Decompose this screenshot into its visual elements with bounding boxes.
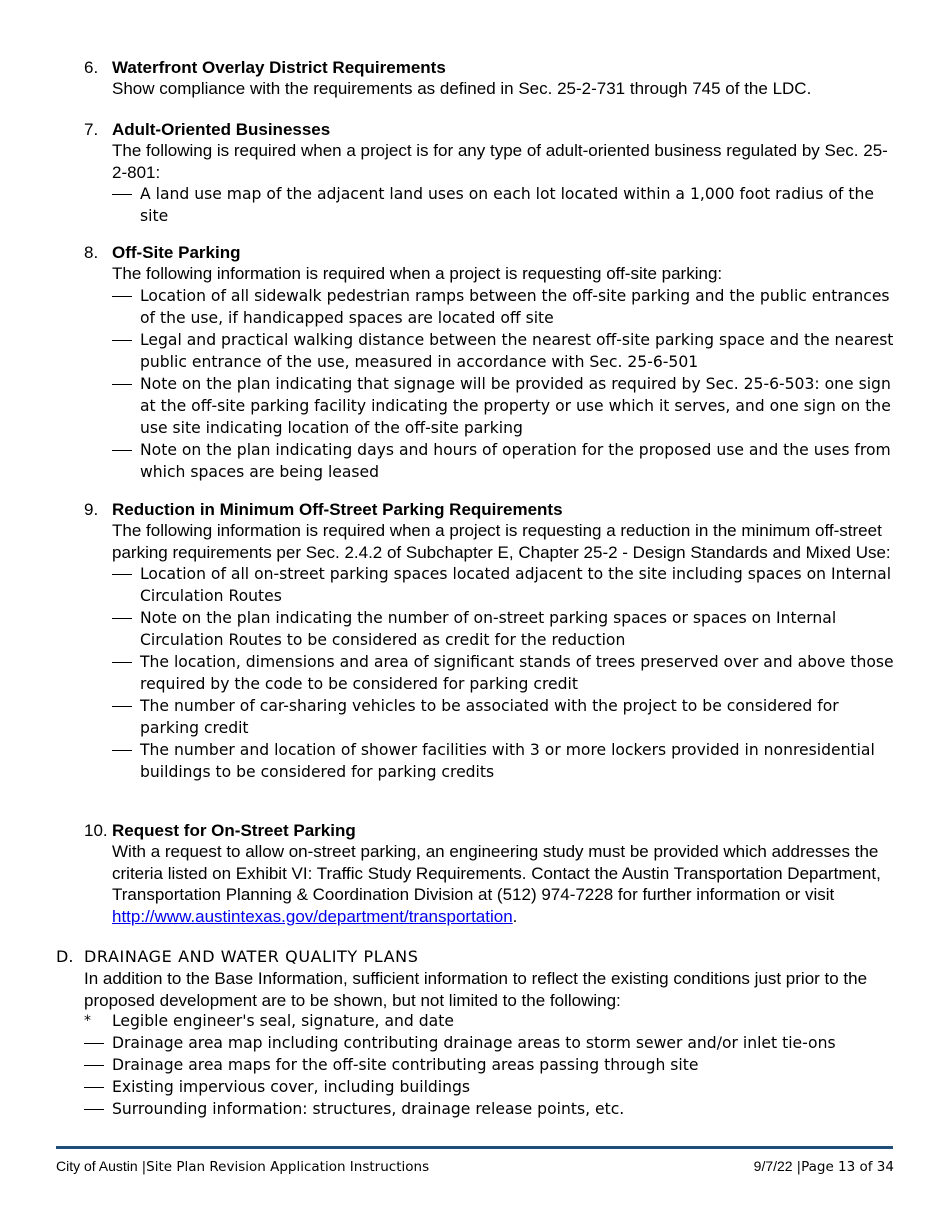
footer-separator: | [796, 1159, 802, 1175]
item-number: 6. [84, 58, 99, 77]
section-title: DRAINAGE AND WATER QUALITY PLANS [84, 947, 419, 966]
bullet-list [112, 183, 902, 227]
list-item: Legal and practical walking distance between the nearest off-site parking space and the nearest public entrance of the use, measured in accordance with Sec. 25-6-501 [140, 330, 894, 371]
item-number: 8. [84, 243, 99, 262]
item-text: With a request to allow on-street parking, an engineering study must be provided which addresses the criteria listed on Exhibit VI: Traffic Study Requirements. Contact the Austin Transportation Department, Transportation Planning & Coordination Division at (512) 974-7228 for further information or visit http://www.austintexas.gov/department/transportation. [112, 842, 881, 926]
list-item: The number of car-sharing vehicles to be associated with the project to be considered for parking credit [140, 697, 839, 737]
footer-left [56, 1157, 429, 1176]
item-number: 9. [84, 500, 99, 519]
item-number: 10. [84, 821, 108, 840]
item-number: 7. [84, 120, 99, 139]
item-title: Request for On-Street Parking [112, 821, 356, 840]
list-item: Note on the plan indicating that signage will be provided as required by Sec. 25-6-503: one sign at the off-site parking facility indicating the property or use which it serves, and one sign on the use site indicating location of the off-site parking [140, 374, 891, 437]
item-title: Adult-Oriented Businesses [112, 120, 331, 139]
footer-separator: | [141, 1159, 147, 1175]
item-title: Waterfront Overlay District Requirements [112, 58, 446, 77]
bullet-list [84, 1010, 904, 1120]
item-text: The following information is required when a project is requesting a reduction in the minimum off-street parking requirements per Sec. 2.4.2 of Subchapter E, Chapter 25-2 - Design Standards and Mixed Use: [112, 521, 891, 562]
footer-divider [56, 1146, 893, 1149]
item-title: Reduction in Minimum Off-Street Parking Requirements [112, 500, 563, 519]
item-text: Show compliance with the requirements as defined in Sec. 25-2-731 through 745 of the LDC. [112, 79, 812, 98]
section-letter: D. [56, 947, 74, 966]
list-item: Existing impervious cover, including buildings [112, 1078, 471, 1096]
list-item: Surrounding information: structures, drainage release points, etc. [112, 1100, 625, 1118]
transportation-link[interactable]: http://www.austintexas.gov/department/transportation [112, 906, 513, 926]
list-item: The location, dimensions and area of significant stands of trees preserved over and above those required by the code to be considered for parking credit [140, 653, 894, 693]
item-text: The following is required when a project is for any type of adult-oriented business regulated by Sec. 25-2-801: [112, 141, 888, 182]
footer-org: City of Austin [56, 1158, 138, 1174]
bullet-list [112, 563, 902, 783]
list-item: Note on the plan indicating the number of on-street parking spaces or spaces on Internal Circulation Routes to be considered as credit for the reduction [140, 609, 837, 649]
footer-date: 9/7/22 [753, 1158, 793, 1174]
list-item: * Legible engineer's seal, signature, and date [84, 1012, 454, 1030]
list-item: Location of all on-street parking spaces located adjacent to the site including spaces on Internal Circulation Routes [140, 565, 892, 605]
list-item: Note on the plan indicating days and hours of operation for the proposed use and the uses from which spaces are being leased [140, 440, 891, 481]
footer-page-number: Page 13 of 34 [801, 1159, 894, 1175]
list-item: Drainage area maps for the off-site contributing areas passing through site [112, 1056, 699, 1074]
list-item: A land use map of the adjacent land uses on each lot located within a 1,000 foot radius of the site [140, 185, 874, 225]
list-item: The number and location of shower facilities with 3 or more lockers provided in nonresidential buildings to be considered for parking credits [140, 741, 875, 781]
item-title: Off-Site Parking [112, 243, 241, 262]
footer-right [754, 1157, 894, 1176]
list-item: Drainage area map including contributing drainage areas to storm sewer and/or inlet tie-ons [112, 1034, 836, 1052]
list-item: Location of all sidewalk pedestrian ramps between the off-site parking and the public entrances of the use, if handicapped spaces are located off site [140, 286, 890, 327]
asterisk-bullet-icon: * [84, 1013, 91, 1029]
section-text: In addition to the Base Information, sufficient information to reflect the existing conditions just prior to the proposed development are to be shown, but not limited to the following: [84, 969, 868, 1010]
bullet-list [112, 285, 902, 483]
item-text: The following information is required when a project is requesting off-site parking: [112, 264, 723, 283]
footer-doc-title: Site Plan Revision Application Instructions [146, 1159, 430, 1175]
